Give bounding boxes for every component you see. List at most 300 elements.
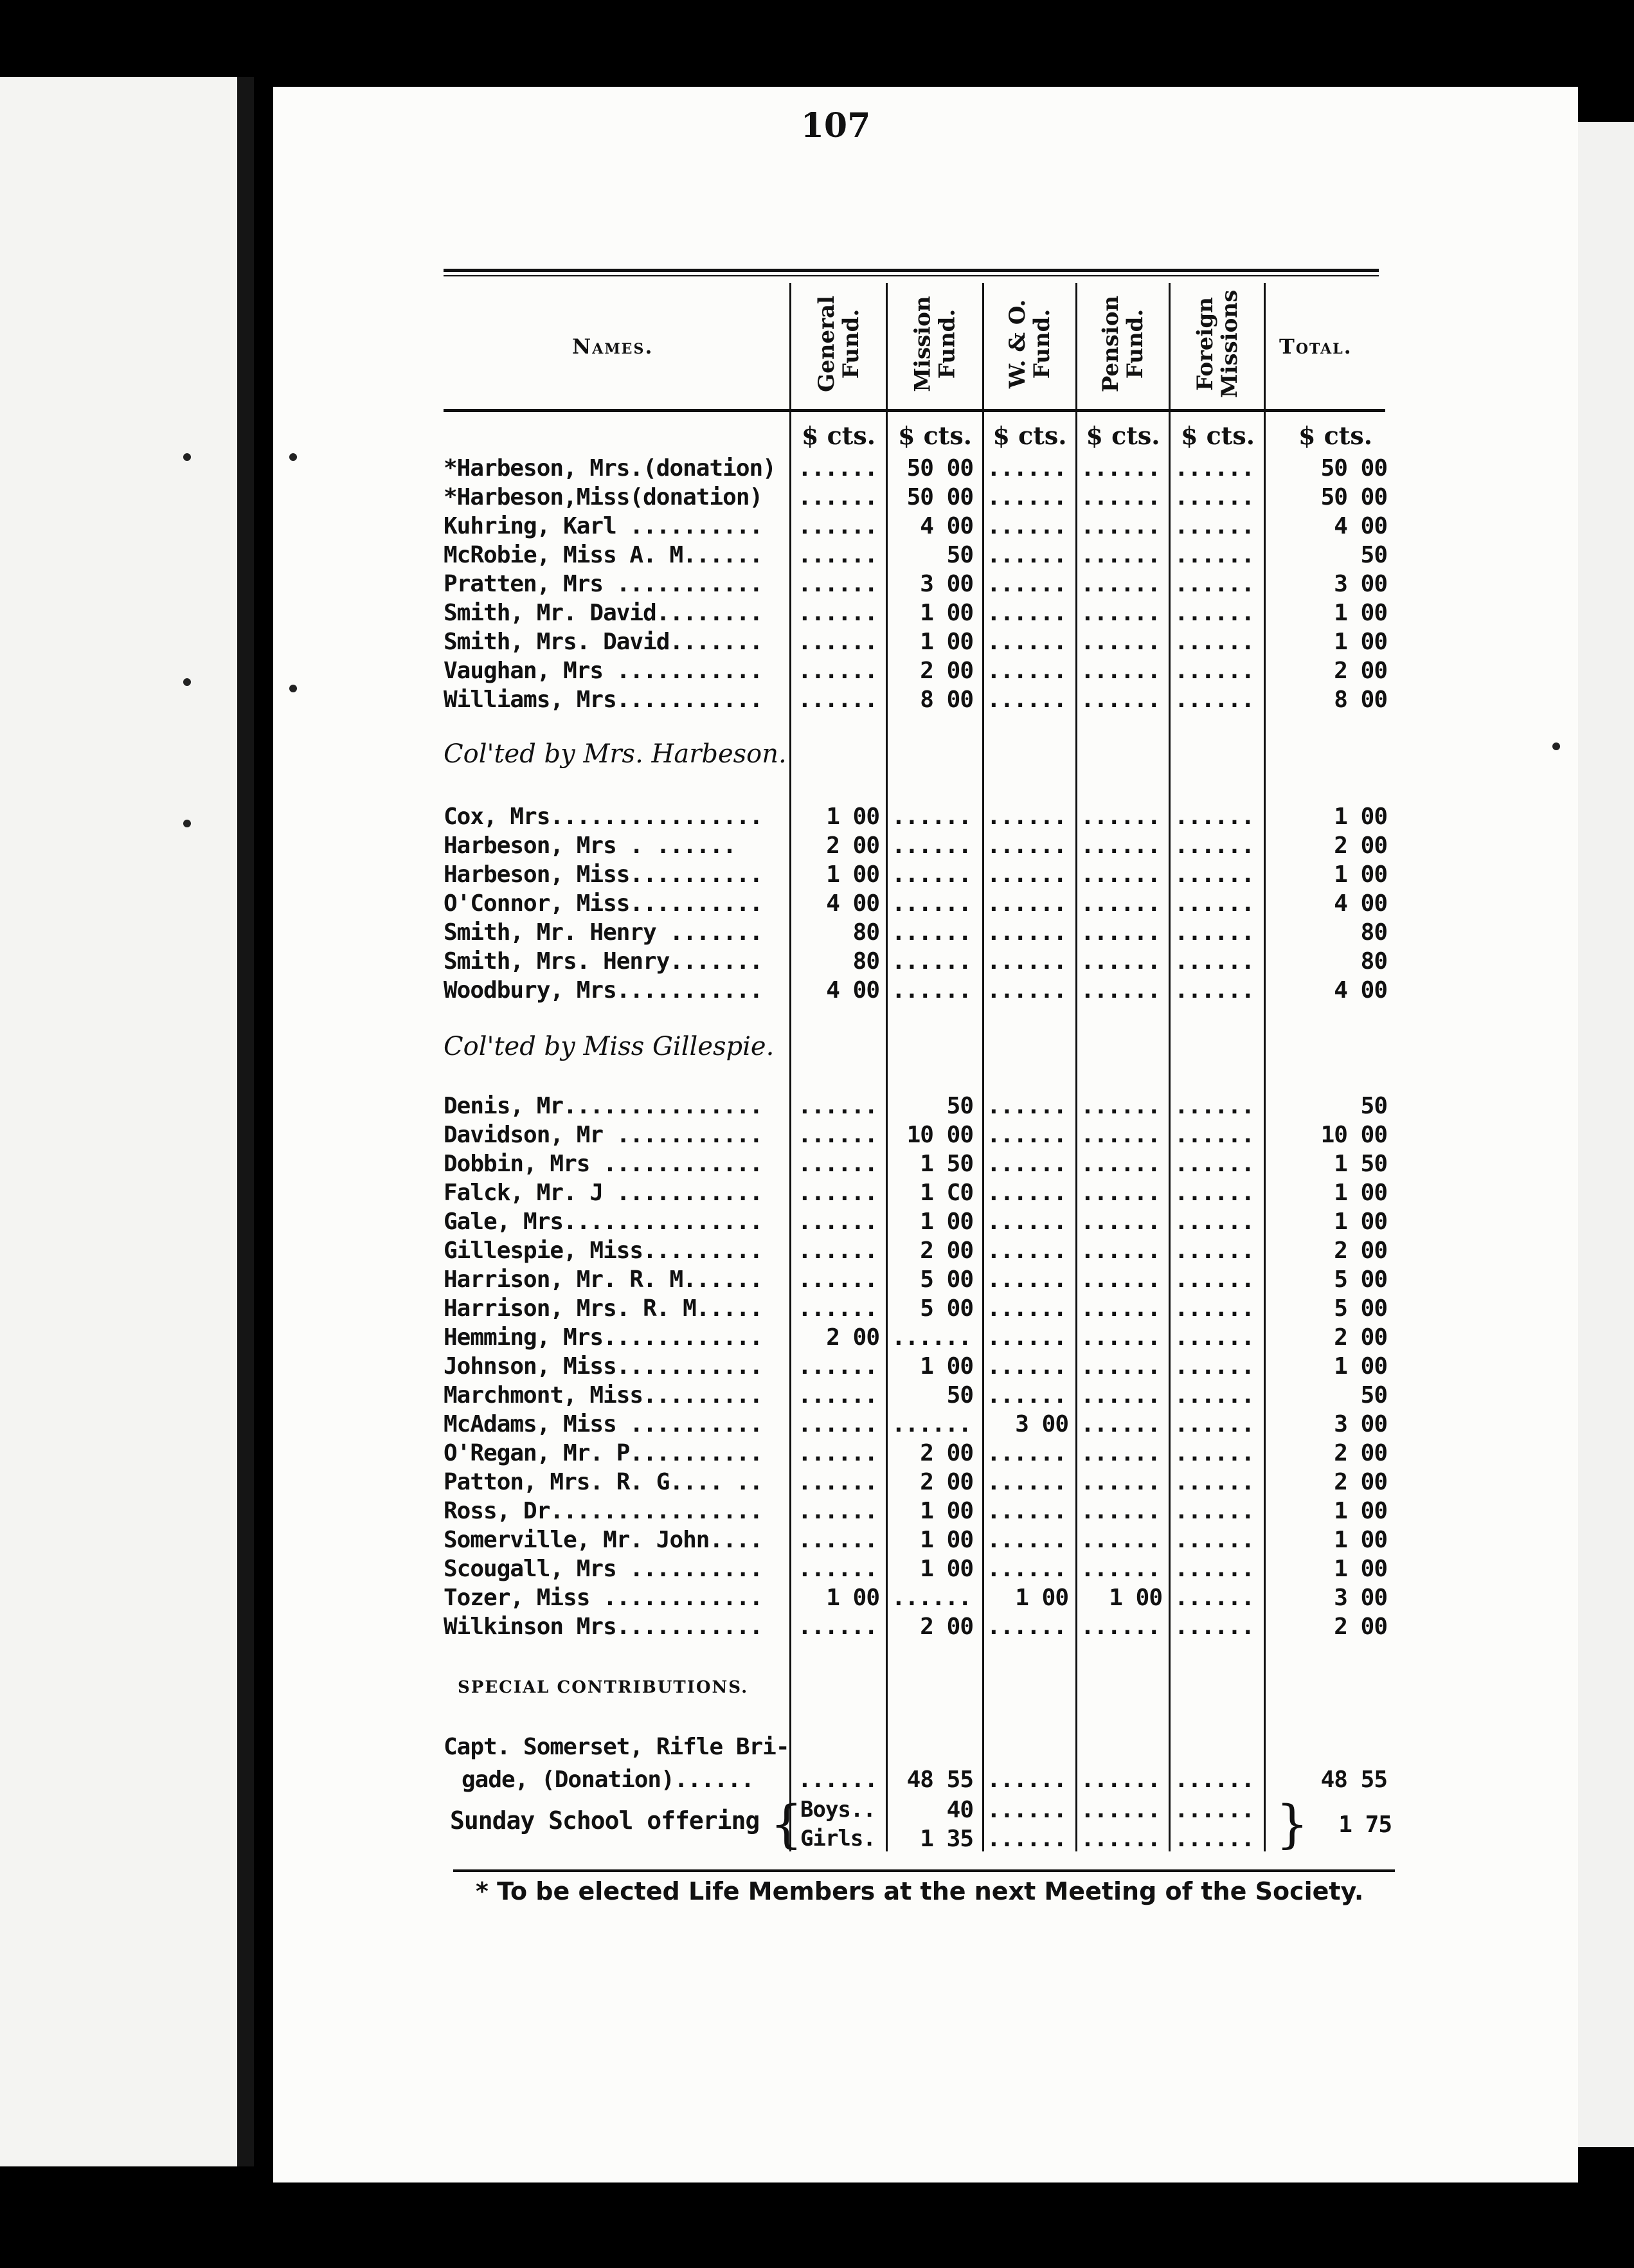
boys-mission-cell: 40: [946, 1797, 973, 1823]
wo-fund-cell: ......: [986, 1797, 1067, 1823]
foreign-missions-cell: ......: [1174, 1440, 1255, 1466]
general-fund-cell: ......: [797, 484, 878, 510]
table-row: [444, 1734, 1395, 1763]
general-fund-cell: ......: [797, 1180, 878, 1206]
contributor-name: Pratten, Mrs ...........: [444, 571, 763, 597]
contributor-name: Harrison, Mr. R. M......: [444, 1266, 763, 1293]
total-cell: 1 50: [1334, 1151, 1387, 1177]
total-cell: 1 00: [1334, 804, 1387, 830]
pension-fund-cell: ......: [1080, 600, 1161, 626]
girls-label: Girls.: [800, 1826, 875, 1851]
header-top-rule-thin: [444, 275, 1379, 276]
table-row: [444, 833, 1395, 861]
next-page-edge: [1578, 122, 1634, 2147]
mission-fund-cell: ......: [891, 804, 972, 830]
table-row: [444, 1527, 1395, 1556]
table-row: [444, 1151, 1395, 1180]
wo-fund-cell: ......: [986, 804, 1067, 830]
table-row: [444, 1238, 1395, 1266]
foreign-missions-header: Foreign Missions: [1192, 289, 1243, 399]
foreign-missions-cell: ......: [1174, 1353, 1255, 1380]
table-row: [444, 1469, 1395, 1498]
foreign-missions-cell: ......: [1174, 542, 1255, 568]
contributor-name: Scougall, Mrs ..........: [444, 1556, 763, 1582]
contributor-name: Denis, Mr...............: [444, 1093, 763, 1119]
wo-fund-cell: ......: [986, 1353, 1067, 1380]
wo-fund-cell: ......: [986, 1122, 1067, 1148]
pension-fund-cell: ......: [1080, 1295, 1161, 1322]
total-cell: 3 00: [1334, 1411, 1387, 1437]
wo-fund-cell: ......: [986, 1266, 1067, 1293]
cts-label: $ cts.: [992, 421, 1067, 450]
contributor-name: Smith, Mr. Henry .......: [444, 919, 763, 946]
foreign-missions-cell: ......: [1174, 1826, 1255, 1852]
contributor-name: Kuhring, Karl ..........: [444, 513, 763, 539]
pension-fund-cell: ......: [1080, 861, 1161, 888]
margin-speck: [183, 453, 191, 461]
mission-fund-cell: 2 00: [920, 1469, 973, 1495]
wo-fund-cell: ......: [986, 542, 1067, 568]
mission-fund-cell: ......: [891, 833, 972, 859]
contributor-name: Hemming, Mrs............: [444, 1324, 763, 1351]
table-row: [444, 1122, 1395, 1151]
total-cell: 5 00: [1334, 1266, 1387, 1293]
table-row: [444, 687, 1395, 716]
pension-fund-cell: ......: [1080, 919, 1161, 946]
header-bottom-rule: [444, 409, 1385, 412]
mission-fund-cell: 2 00: [920, 1238, 973, 1264]
total-cell: 5 00: [1334, 1295, 1387, 1322]
total-cell: 8 00: [1334, 687, 1387, 713]
mission-fund-cell: 1 00: [920, 1209, 973, 1235]
total-cell: 1 00: [1334, 629, 1387, 655]
general-fund-cell: ......: [797, 1353, 878, 1380]
table-row: [444, 484, 1395, 513]
total-cell: 2 00: [1334, 1238, 1387, 1264]
mission-fund-cell: 1 00: [920, 1353, 973, 1380]
mission-fund-cell: ......: [891, 1324, 972, 1351]
wo-fund-cell: ......: [986, 1440, 1067, 1466]
contributor-name: Patton, Mrs. R. G.... ..: [444, 1469, 763, 1495]
foreign-missions-cell: ......: [1174, 513, 1255, 539]
pension-fund-cell: ......: [1080, 1440, 1161, 1466]
total-cell: 1 00: [1334, 1353, 1387, 1380]
mission-fund-cell: ......: [891, 1411, 972, 1437]
contributor-name: Falck, Mr. J ...........: [444, 1180, 763, 1206]
pension-fund-cell: ......: [1080, 1498, 1161, 1524]
mission-fund-cell: ......: [891, 919, 972, 946]
pension-fund-cell: ......: [1080, 542, 1161, 568]
contributor-name: McAdams, Miss ..........: [444, 1411, 763, 1437]
wo-fund-cell: ......: [986, 484, 1067, 510]
wo-fund-cell: ......: [986, 1151, 1067, 1177]
table-row: [444, 1440, 1395, 1469]
mission-fund-cell: 50: [946, 542, 973, 568]
contributor-name: Tozer, Miss ............: [444, 1585, 763, 1611]
foreign-missions-cell: ......: [1174, 1527, 1255, 1553]
wo-fund-cell: ......: [986, 1209, 1067, 1235]
girls-mission-cell: 1 35: [920, 1826, 973, 1852]
total-cell: 80: [1360, 948, 1387, 975]
general-fund-cell: 1 00: [826, 1585, 879, 1611]
pension-fund-cell: ......: [1080, 1324, 1161, 1351]
foreign-missions-cell: ......: [1174, 1498, 1255, 1524]
contributor-name: Williams, Mrs...........: [444, 687, 763, 713]
foreign-missions-cell: ......: [1174, 1324, 1255, 1351]
foreign-missions-cell: ......: [1174, 1180, 1255, 1206]
section-title-gillespie: Col'ted by Miss Gillespie.: [444, 1032, 775, 1061]
mission-fund-header: Mission Fund.: [910, 296, 960, 392]
names-column-header: Names.: [572, 334, 654, 359]
page-number: 107: [800, 106, 871, 145]
pension-fund-cell: ......: [1080, 1353, 1161, 1380]
table-row: [444, 600, 1395, 629]
total-cell: 4 00: [1334, 890, 1387, 917]
general-fund-cell: ......: [797, 1469, 878, 1495]
mission-fund-cell: ......: [891, 890, 972, 917]
foreign-missions-cell: ......: [1174, 1382, 1255, 1408]
table-row: [444, 1614, 1395, 1643]
mission-fund-cell: 2 00: [920, 1440, 973, 1466]
foreign-missions-cell: ......: [1174, 861, 1255, 888]
table-row: [444, 1556, 1395, 1585]
footer-rule: [453, 1869, 1395, 1872]
total-cell: 1 00: [1334, 861, 1387, 888]
margin-speck: [289, 453, 297, 461]
foreign-missions-cell: ......: [1174, 890, 1255, 917]
pension-fund-cell: ......: [1080, 1122, 1161, 1148]
foreign-missions-cell: ......: [1174, 687, 1255, 713]
contributor-name: Davidson, Mr ...........: [444, 1122, 763, 1148]
wo-fund-cell: ......: [986, 1295, 1067, 1322]
general-fund-cell: ......: [797, 1151, 878, 1177]
pension-fund-cell: ......: [1080, 1180, 1161, 1206]
total-cell: 80: [1360, 919, 1387, 946]
table-row: [444, 948, 1395, 977]
general-fund-cell: 4 00: [826, 890, 879, 917]
wo-fund-cell: ......: [986, 948, 1067, 975]
pension-fund-cell: ......: [1080, 977, 1161, 1004]
pension-fund-cell: ......: [1080, 484, 1161, 510]
wo-fund-cell: ......: [986, 687, 1067, 713]
contributor-name: Somerville, Mr. John....: [444, 1527, 763, 1553]
book-spine: [237, 77, 254, 2166]
pension-fund-cell: ......: [1080, 1797, 1161, 1823]
contributor-name: Capt. Somerset, Rifle Bri-: [444, 1734, 789, 1760]
pension-fund-cell: ......: [1080, 1767, 1161, 1793]
total-cell: 50 00: [1320, 455, 1387, 482]
contributor-name: O'Connor, Miss..........: [444, 890, 763, 917]
contributor-name: Dobbin, Mrs ............: [444, 1151, 763, 1177]
table-row: [444, 919, 1395, 948]
foreign-missions-cell: ......: [1174, 1151, 1255, 1177]
foreign-missions-cell: ......: [1174, 919, 1255, 946]
pension-fund-cell: ......: [1080, 804, 1161, 830]
cts-label: $ cts.: [898, 421, 972, 450]
wo-fund-cell: ......: [986, 1614, 1067, 1640]
cts-label: $ cts.: [1298, 421, 1372, 450]
mission-fund-cell: 50 00: [906, 455, 973, 482]
foreign-missions-cell: ......: [1174, 1093, 1255, 1119]
foreign-missions-cell: ......: [1174, 571, 1255, 597]
wo-fund-cell: ......: [986, 658, 1067, 684]
contributor-name: Harrison, Mrs. R. M.....: [444, 1295, 763, 1322]
wo-fund-cell: ......: [986, 571, 1067, 597]
general-fund-cell: ......: [797, 571, 878, 597]
sunday-school-label: Sunday School offering: [450, 1806, 760, 1835]
contributor-name: Gillespie, Miss.........: [444, 1238, 763, 1264]
wo-fund-cell: ......: [986, 1826, 1067, 1852]
general-fund-cell: ......: [797, 1122, 878, 1148]
wo-fund-cell: ......: [986, 1527, 1067, 1553]
mission-fund-cell: 50 00: [906, 484, 973, 510]
mission-fund-cell: 1 00: [920, 1527, 973, 1553]
table-row: [444, 1767, 1395, 1796]
mission-fund-cell: 5 00: [920, 1295, 973, 1322]
total-cell: 2 00: [1334, 1469, 1387, 1495]
wo-fund-cell: ......: [986, 977, 1067, 1004]
total-cell: 1 00: [1334, 1556, 1387, 1582]
mission-fund-cell: 1 00: [920, 600, 973, 626]
general-fund-cell: ......: [797, 513, 878, 539]
section-title-harbeson: Col'ted by Mrs. Harbeson.: [444, 739, 787, 769]
wo-fund-cell: ......: [986, 1238, 1067, 1264]
general-fund-cell: ......: [797, 629, 878, 655]
wo-fund-cell: ......: [986, 600, 1067, 626]
general-fund-cell: ......: [797, 1209, 878, 1235]
wo-fund-cell: ......: [986, 1767, 1067, 1793]
cts-label: $ cts.: [802, 421, 875, 450]
total-cell: 1 00: [1334, 1498, 1387, 1524]
general-fund-cell: ......: [797, 1093, 878, 1119]
pension-fund-cell: ......: [1080, 687, 1161, 713]
table-row: [444, 455, 1395, 484]
wo-fund-cell: ......: [986, 1382, 1067, 1408]
mission-fund-cell: 1 00: [920, 629, 973, 655]
wo-fund-cell: ......: [986, 455, 1067, 482]
pension-fund-cell: ......: [1080, 1411, 1161, 1437]
contributor-name: gade, (Donation)......: [462, 1767, 754, 1793]
wo-fund-cell: ......: [986, 1469, 1067, 1495]
facing-page-edge: [0, 77, 254, 2166]
general-fund-cell: ......: [797, 1411, 878, 1437]
total-cell: 2 00: [1334, 1440, 1387, 1466]
general-fund-cell: ......: [797, 687, 878, 713]
contributor-name: O'Regan, Mr. P..........: [444, 1440, 763, 1466]
foreign-missions-cell: ......: [1174, 833, 1255, 859]
margin-speck: [183, 678, 191, 686]
total-cell: 1 00: [1334, 1209, 1387, 1235]
foreign-missions-cell: ......: [1174, 1209, 1255, 1235]
foreign-missions-cell: ......: [1174, 1556, 1255, 1582]
foreign-missions-cell: ......: [1174, 948, 1255, 975]
wo-fund-cell: ......: [986, 1093, 1067, 1119]
wo-fund-cell: ......: [986, 1180, 1067, 1206]
table-row: [444, 1382, 1395, 1411]
foreign-missions-cell: ......: [1174, 1122, 1255, 1148]
table-row: [444, 1353, 1395, 1382]
foreign-missions-cell: ......: [1174, 484, 1255, 510]
general-fund-cell: ......: [797, 1238, 878, 1264]
total-cell: 50: [1360, 1382, 1387, 1408]
general-fund-cell: ......: [797, 542, 878, 568]
footnote: * To be elected Life Members at the next Meeting of the Society.: [476, 1877, 1364, 1905]
wo-fund-cell: 1 00: [1015, 1585, 1068, 1611]
contributor-name: Vaughan, Mrs ...........: [444, 658, 763, 684]
general-fund-cell: 80: [852, 948, 879, 975]
pension-fund-cell: ......: [1080, 1209, 1161, 1235]
pension-fund-header: Pension Fund.: [1098, 295, 1148, 393]
contributor-name: Smith, Mr. David........: [444, 600, 763, 626]
general-fund-cell: 4 00: [826, 977, 879, 1004]
table-row: [444, 890, 1395, 919]
general-fund-cell: ......: [797, 1498, 878, 1524]
contributor-name: Harbeson, Miss..........: [444, 861, 763, 888]
total-cell: 2 00: [1334, 658, 1387, 684]
total-cell: 3 00: [1334, 1585, 1387, 1611]
total-cell: 3 00: [1334, 571, 1387, 597]
wo-fund-cell: ......: [986, 1498, 1067, 1524]
pension-fund-cell: ......: [1080, 1614, 1161, 1640]
mission-fund-cell: 8 00: [920, 687, 973, 713]
table-row: [444, 1266, 1395, 1295]
wo-fund-cell: ......: [986, 861, 1067, 888]
table-row: [444, 1093, 1395, 1122]
foreign-missions-cell: ......: [1174, 1614, 1255, 1640]
general-fund-cell: ......: [797, 1614, 878, 1640]
contributor-name: Harbeson, Mrs . ......: [444, 833, 736, 859]
contributor-name: Smith, Mrs. David.......: [444, 629, 763, 655]
total-cell: 10 00: [1320, 1122, 1387, 1148]
foreign-missions-cell: ......: [1174, 455, 1255, 482]
margin-speck: [183, 820, 191, 827]
foreign-missions-cell: ......: [1174, 1767, 1255, 1793]
mission-fund-cell: ......: [891, 1585, 972, 1611]
pension-fund-cell: ......: [1080, 1151, 1161, 1177]
sunday-total-cell: 1 75: [1338, 1812, 1392, 1838]
boys-label: Boys..: [800, 1797, 875, 1823]
contributor-name: Gale, Mrs...............: [444, 1209, 763, 1235]
general-fund-cell: ......: [797, 600, 878, 626]
foreign-missions-cell: ......: [1174, 1797, 1255, 1823]
table-row: [444, 1585, 1395, 1614]
general-fund-cell: ......: [797, 1527, 878, 1553]
contributor-name: Ross, Dr................: [444, 1498, 763, 1524]
general-fund-cell: ......: [797, 455, 878, 482]
foreign-missions-cell: ......: [1174, 1411, 1255, 1437]
mission-fund-cell: ......: [891, 861, 972, 888]
pension-fund-cell: 1 00: [1109, 1585, 1162, 1611]
mission-fund-cell: ......: [891, 977, 972, 1004]
foreign-missions-cell: ......: [1174, 1585, 1255, 1611]
pension-fund-cell: ......: [1080, 513, 1161, 539]
pension-fund-cell: ......: [1080, 658, 1161, 684]
total-cell: 50: [1360, 542, 1387, 568]
table-row: [444, 571, 1395, 600]
total-cell: 1 00: [1334, 600, 1387, 626]
table-row: [444, 658, 1395, 687]
foreign-missions-cell: ......: [1174, 658, 1255, 684]
pension-fund-cell: ......: [1080, 1826, 1161, 1852]
table-row: [444, 513, 1395, 542]
general-fund-cell: 1 00: [826, 804, 879, 830]
general-fund-cell: ......: [797, 658, 878, 684]
pension-fund-cell: ......: [1080, 833, 1161, 859]
table-row: [444, 804, 1395, 833]
mission-fund-cell: ......: [891, 948, 972, 975]
cts-label: $ cts.: [1181, 421, 1255, 450]
contributor-name: Johnson, Miss...........: [444, 1353, 763, 1380]
wo-fund-cell: ......: [986, 1556, 1067, 1582]
brace-right: }: [1276, 1794, 1309, 1854]
table-row: [444, 1209, 1395, 1238]
wo-fund-cell: ......: [986, 629, 1067, 655]
foreign-missions-cell: ......: [1174, 1266, 1255, 1293]
foreign-missions-cell: ......: [1174, 804, 1255, 830]
total-column-header: Total.: [1279, 334, 1352, 359]
mission-fund-cell: 50: [946, 1093, 973, 1119]
mission-fund-cell: 1 C0: [920, 1180, 973, 1206]
table-row: [444, 629, 1395, 658]
contributor-name: Cox, Mrs................: [444, 804, 763, 830]
mission-fund-cell: 3 00: [920, 571, 973, 597]
special-contributions-title: SPECIAL CONTRIBUTIONS.: [458, 1678, 749, 1697]
contributor-name: Marchmont, Miss.........: [444, 1382, 763, 1408]
table-row: [444, 1295, 1395, 1324]
mission-fund-cell: 5 00: [920, 1266, 973, 1293]
contributor-name: Woodbury, Mrs...........: [444, 977, 763, 1004]
wo-fund-header: W. & O. Fund.: [1005, 299, 1055, 389]
total-cell: 48 55: [1320, 1767, 1387, 1793]
total-cell: 1 00: [1334, 1527, 1387, 1553]
contributor-name: Wilkinson Mrs...........: [444, 1614, 763, 1640]
table-row: [444, 1324, 1395, 1353]
foreign-missions-cell: ......: [1174, 1295, 1255, 1322]
pension-fund-cell: ......: [1080, 890, 1161, 917]
wo-fund-cell: ......: [986, 833, 1067, 859]
total-cell: 2 00: [1334, 1324, 1387, 1351]
general-fund-cell: ......: [797, 1266, 878, 1293]
mission-fund-cell: 10 00: [906, 1122, 973, 1148]
pension-fund-cell: ......: [1080, 1527, 1161, 1553]
foreign-missions-cell: ......: [1174, 1469, 1255, 1495]
total-cell: 1 00: [1334, 1180, 1387, 1206]
mission-fund-cell: 2 00: [920, 1614, 973, 1640]
mission-fund-cell: 1 00: [920, 1556, 973, 1582]
mission-fund-cell: 1 50: [920, 1151, 973, 1177]
general-fund-cell: ......: [797, 1767, 878, 1793]
general-fund-header: General Fund.: [813, 296, 864, 392]
header-top-rule: [444, 269, 1379, 272]
table-row: [444, 1411, 1395, 1440]
cts-label: $ cts.: [1086, 421, 1160, 450]
pension-fund-cell: ......: [1080, 1469, 1161, 1495]
mission-fund-cell: 50: [946, 1382, 973, 1408]
table-row: [444, 1498, 1395, 1527]
general-fund-cell: ......: [797, 1556, 878, 1582]
foreign-missions-cell: ......: [1174, 629, 1255, 655]
pension-fund-cell: ......: [1080, 571, 1161, 597]
general-fund-cell: 2 00: [826, 833, 879, 859]
total-cell: 2 00: [1334, 833, 1387, 859]
total-cell: 2 00: [1334, 1614, 1387, 1640]
margin-speck: [1552, 742, 1560, 750]
table-row: [444, 977, 1395, 1006]
brace-left: {: [770, 1794, 803, 1854]
total-cell: 50: [1360, 1093, 1387, 1119]
foreign-missions-cell: ......: [1174, 977, 1255, 1004]
pension-fund-cell: ......: [1080, 629, 1161, 655]
